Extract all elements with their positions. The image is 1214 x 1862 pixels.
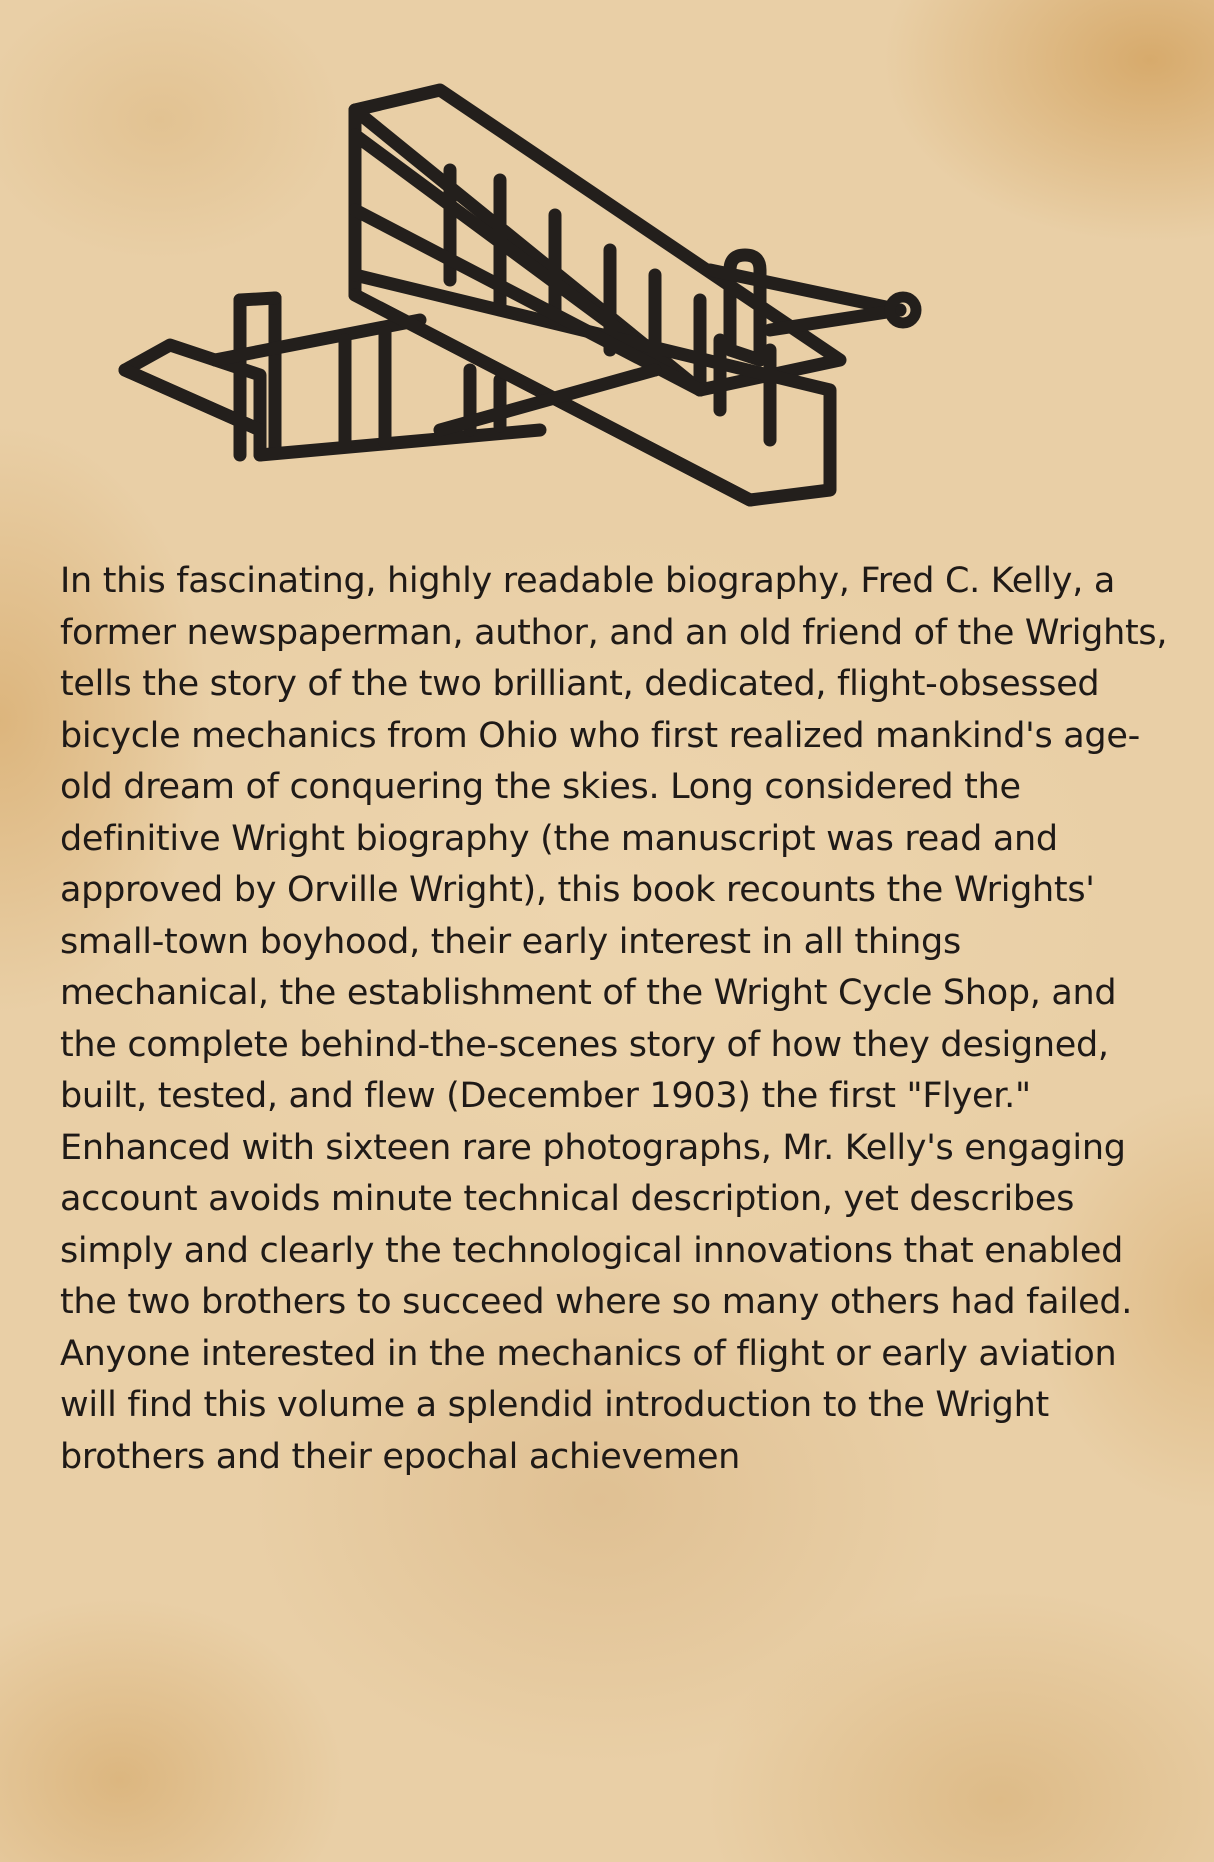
book-description <box>60 556 1170 1483</box>
front-boom-lower <box>260 430 540 455</box>
wright-flyer-illustration <box>110 70 1110 540</box>
description-paragraph-1: In this fascinating, highly readable biography, Fred C. Kelly, a former newspaperman, author, and an old friend of the Wrights, tells the story of the two brilliant, dedicated, flight-obsessed bicycle mechanics from Ohio who first realized mankind's age-old dream of conquering the skies. Long considered the definitive Wright biography (the manuscript was read and approved by Orville Wright), this book recounts the Wrights' small-town boyhood, their early interest in all things mechanical, the establishment of the Wright Cycle Shop, and the complete behind-the-scenes story of how they designed, built, tested, and flew (December 1903) the first "Flyer." <box>60 561 1168 1116</box>
wright-flyer-biplane-icon <box>110 70 1110 540</box>
description-paragraph-2: Enhanced with sixteen rare photographs, Mr. Kelly's engaging account avoids minute technical description, yet describes simply and clearly the technological innovations that enabled the two brothers to succeed where so many others had failed. Anyone interested in the mechanics of flight or early aviation will find this volume a splendid introduction to the Wright brothers and their epochal achievemen <box>60 1127 1133 1477</box>
elevator-strut-3 <box>240 298 275 300</box>
